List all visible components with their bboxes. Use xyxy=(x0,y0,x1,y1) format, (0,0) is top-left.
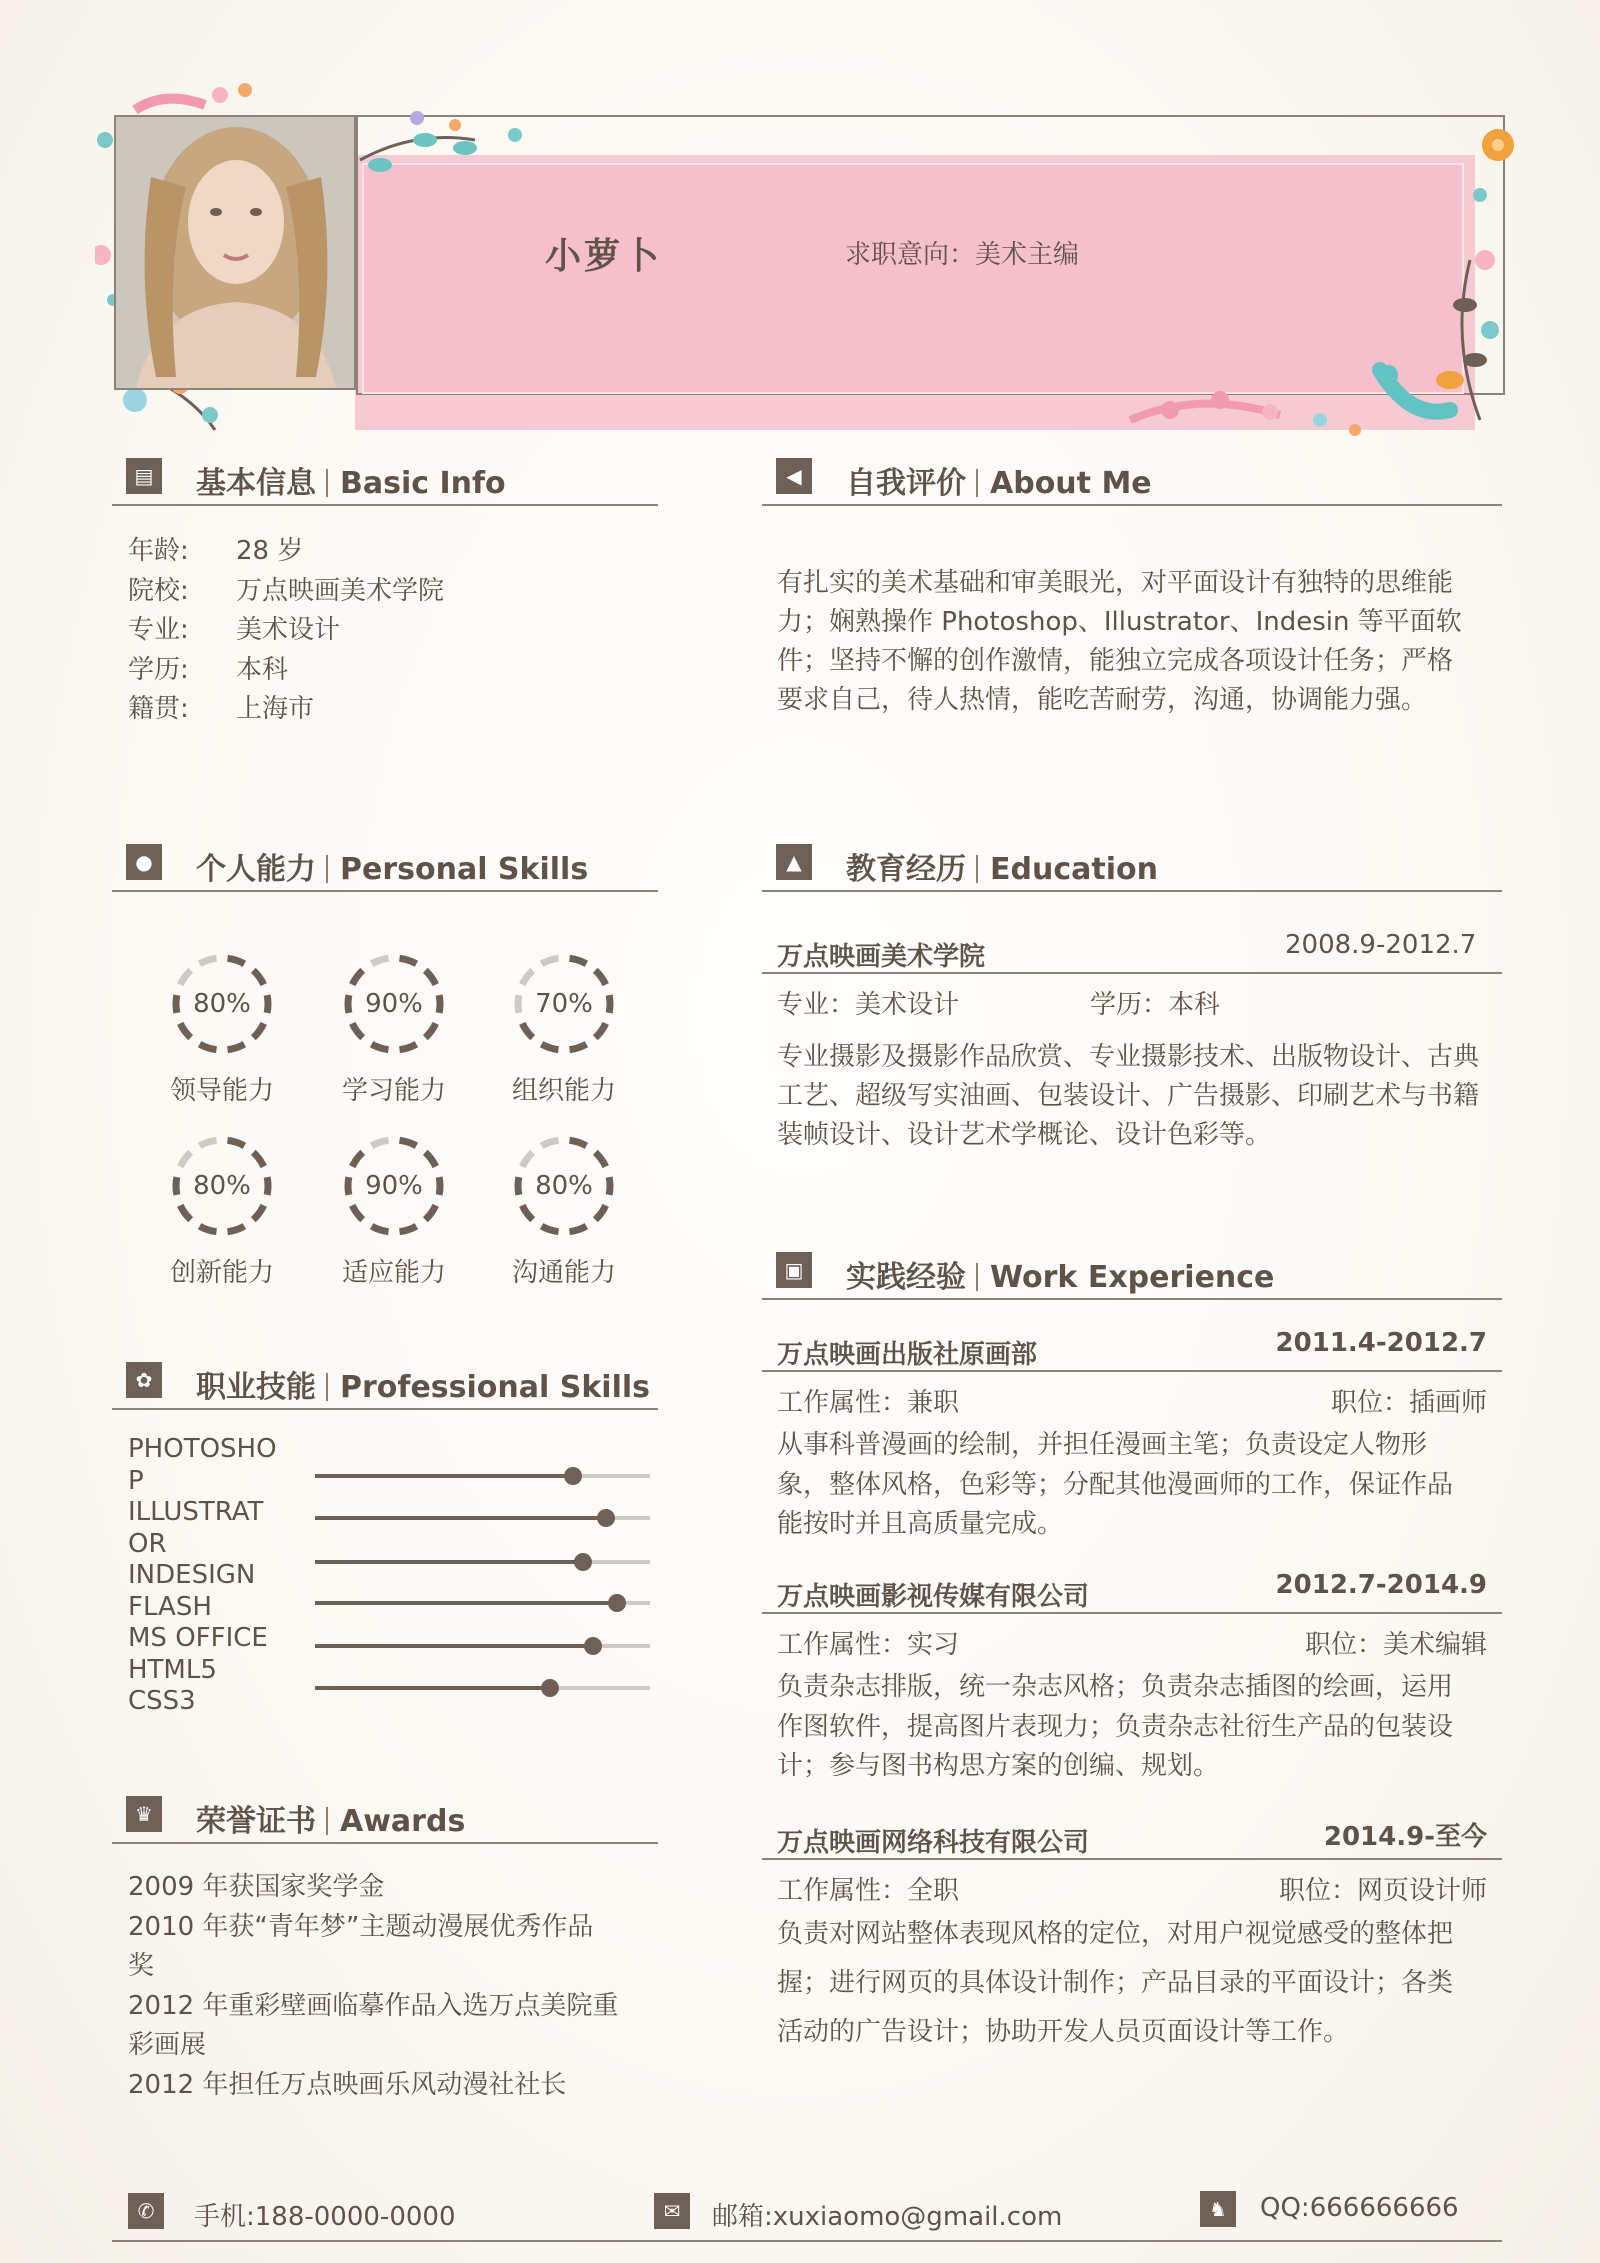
edu-school: 万点映画美术学院 xyxy=(777,942,986,972)
job-type: 工作属性：兼职 xyxy=(777,1388,960,1418)
pro-skill-label: ILLUSTRAT xyxy=(128,1497,264,1527)
job-description xyxy=(777,1426,1453,1545)
skill-name: 组织能力 xyxy=(511,1076,616,1106)
bar-fill xyxy=(315,1474,573,1478)
qq-icon: ♞ xyxy=(1200,2191,1236,2227)
award-line: 彩画展 xyxy=(128,2030,207,2060)
bar-knob xyxy=(597,1509,615,1527)
graduation-cap-icon: ▲ xyxy=(776,844,812,880)
bar-fill xyxy=(315,1516,606,1520)
skill-name: 沟通能力 xyxy=(511,1258,616,1288)
edu-major: 专业：美术设计 xyxy=(777,990,960,1020)
footer-email: 邮箱:xuxiaomo@gmail.com xyxy=(712,2202,1063,2232)
bar-knob xyxy=(564,1467,582,1485)
skill-ring xyxy=(341,952,446,1106)
pro-skill-label: MS OFFICE xyxy=(128,1623,268,1653)
floral-decoration-right xyxy=(1110,120,1530,460)
job-description-line: 负责杂志排版，统一杂志风格；负责杂志插图的绘画，运用 xyxy=(777,1672,1454,1702)
job-period: 2014.9-至今 xyxy=(1323,1822,1487,1852)
job-role: 职位：美术编辑 xyxy=(1304,1630,1487,1660)
divider xyxy=(762,1858,1502,1860)
briefcase-icon: ▣ xyxy=(776,1252,812,1288)
skill-percent: 70% xyxy=(535,989,593,1019)
divider xyxy=(762,1612,1502,1614)
skill-percent: 90% xyxy=(365,1171,423,1201)
job-company: 万点映画影视传媒有限公司 xyxy=(777,1582,1090,1612)
pro-skill-label: HTML5 xyxy=(128,1654,217,1685)
info-value: 本科 xyxy=(236,654,289,685)
job-description-line: 计；参与图书构思方案的创编、规划。 xyxy=(777,1751,1220,1781)
info-value: 28 岁 xyxy=(236,536,304,566)
pro-skill-label: P xyxy=(128,1465,144,1496)
skill-name: 适应能力 xyxy=(341,1258,446,1288)
pro-skill-bar xyxy=(315,1686,650,1690)
award-line: 2009 年获国家奖学金 xyxy=(128,1872,385,1902)
job-description-line: 从事科普漫画的绘制，并担任漫画主笔；负责设定人物形 xyxy=(777,1430,1428,1460)
skill-ring xyxy=(511,1134,616,1288)
profile-photo xyxy=(114,115,356,390)
footer-phone: 手机:188-0000-0000 xyxy=(194,2202,456,2232)
section-professional-skills xyxy=(112,1356,658,1410)
pro-skill-label: OR xyxy=(128,1528,167,1559)
pro-skill-bar xyxy=(315,1601,650,1605)
candidate-name: 小萝卜 xyxy=(545,236,663,277)
bar-knob xyxy=(608,1594,626,1612)
speaker-icon: ◀ xyxy=(776,458,812,494)
info-value: 美术设计 xyxy=(236,615,341,645)
award-line: 奖 xyxy=(128,1951,155,1981)
document-icon: ▤ xyxy=(126,458,162,494)
info-value: 上海市 xyxy=(236,694,315,724)
divider xyxy=(762,972,1502,974)
award-line: 2012 年重彩壁画临摹作品入选万点美院重 xyxy=(128,1990,619,2021)
job-period: 2011.4-2012.7 xyxy=(1275,1328,1487,1358)
skill-percent: 80% xyxy=(193,1171,251,1201)
skill-ring xyxy=(341,1134,446,1288)
section-title: 自我评价 About Me xyxy=(846,466,1152,501)
job-description-line: 握；进行网页的具体设计制作；产品目录的平面设计；各类 xyxy=(777,1968,1454,1998)
job-description-line: 活动的广告设计；协助开发人员页面设计等工作。 xyxy=(777,2017,1350,2047)
job-company: 万点映画网络科技有限公司 xyxy=(777,1828,1090,1858)
divider xyxy=(762,1370,1502,1372)
pro-skill-bar xyxy=(315,1474,650,1478)
skill-name: 学习能力 xyxy=(341,1076,446,1106)
trophy-icon: ♛ xyxy=(126,1796,162,1832)
section-education xyxy=(762,838,1502,892)
bar-knob xyxy=(584,1637,602,1655)
info-value: 万点映画美术学院 xyxy=(236,575,445,606)
section-personal-skills xyxy=(112,838,658,892)
section-title: 职业技能 Professional Skills xyxy=(196,1370,650,1405)
section-title: 个人能力 Personal Skills xyxy=(196,852,589,887)
pro-skill-label: INDESIGN xyxy=(128,1560,256,1590)
footer-divider xyxy=(112,2240,1502,2242)
section-title: 实践经验 Work Experience xyxy=(846,1260,1275,1295)
job-period: 2012.7-2014.9 xyxy=(1275,1570,1487,1600)
job-description-line: 负责对网站整体表现风格的定位，对用户视觉感受的整体把 xyxy=(777,1919,1454,1949)
info-label: 年龄: xyxy=(128,536,189,566)
footer-qq: QQ:666666666 xyxy=(1260,2193,1459,2223)
pro-skill-label: PHOTOSHO xyxy=(128,1434,277,1464)
job-description-line: 象，整体风格，色彩等；分配其他漫画师的工作，保证作品 xyxy=(777,1469,1454,1500)
pro-skill-bar xyxy=(315,1516,650,1520)
job-description xyxy=(777,1668,1453,1787)
section-title: 基本信息 Basic Info xyxy=(196,466,506,501)
skill-ring xyxy=(169,1134,274,1288)
job-type: 工作属性：实习 xyxy=(777,1630,960,1660)
pro-skill-label: CSS3 xyxy=(128,1686,196,1716)
phone-icon: ✆ xyxy=(128,2193,164,2229)
bar-fill xyxy=(315,1644,593,1648)
edu-period: 2008.9-2012.7 xyxy=(1285,930,1477,960)
edu-courses: 专业摄影及摄影作品欣赏、专业摄影技术、出版物设计、古典 工艺、超级写实油画、包装设计、广告摄影、印刷艺术与书籍 装帧设计、设计艺术学概论、设计色彩等。 xyxy=(777,1042,1480,1150)
job-intent: 求职意向：美术主编 xyxy=(845,240,1080,270)
bar-fill xyxy=(315,1686,550,1690)
bar-knob xyxy=(541,1679,559,1697)
skill-ring xyxy=(169,952,274,1106)
job-description-line: 作图软件，提高图片表现力；负责杂志社衍生产品的包装设 xyxy=(777,1711,1454,1742)
mail-icon: ✉ xyxy=(654,2193,690,2229)
pro-skill-bar xyxy=(315,1560,650,1564)
bar-fill xyxy=(315,1601,617,1605)
about-text: 有扎实的美术基础和审美眼光，对平面设计有独特的思维能 力；娴熟操作 Photoshop、Illustrator、Indesin 等平面软 件；坚持不懈的创作激情，能独立完成各项设计任务；严格 要求自己，待人热情，能吃苦耐劳，沟通，协调能力强。 xyxy=(777,568,1462,715)
award-line: 2012 年担任万点映画乐风动漫社社长 xyxy=(128,2069,567,2100)
bar-fill xyxy=(315,1560,583,1564)
job-role: 职位：网页设计师 xyxy=(1278,1876,1487,1906)
info-label: 院校: xyxy=(128,575,189,606)
info-label: 籍贯: xyxy=(128,694,189,724)
award-line: 2010 年获“青年梦”主题动漫展优秀作品 xyxy=(128,1911,594,1942)
section-awards xyxy=(112,1790,658,1844)
skill-ring xyxy=(511,952,616,1106)
portrait-image xyxy=(116,117,354,388)
job-description xyxy=(777,1910,1453,2057)
section-basic-info xyxy=(112,452,658,506)
section-title: 荣誉证书 Awards xyxy=(196,1804,466,1839)
section-about-me xyxy=(762,452,1502,506)
bar-knob xyxy=(574,1553,592,1571)
pro-skill-label: FLASH xyxy=(128,1591,212,1622)
skill-percent: 90% xyxy=(365,989,423,1019)
info-label: 专业: xyxy=(128,615,189,645)
skill-name: 创新能力 xyxy=(169,1258,274,1288)
pro-skill-bar xyxy=(315,1644,650,1648)
section-title: 教育经历 Education xyxy=(846,852,1158,887)
skill-percent: 80% xyxy=(193,989,251,1019)
gear-icon: ✿ xyxy=(126,1362,162,1398)
skill-percent: 80% xyxy=(535,1171,593,1201)
section-work-experience xyxy=(762,1246,1502,1300)
person-icon: ● xyxy=(126,844,162,880)
awards-list xyxy=(128,1868,618,2105)
job-company: 万点映画出版社原画部 xyxy=(777,1340,1038,1370)
job-description-line: 能按时并且高质量完成。 xyxy=(777,1509,1064,1539)
skill-name: 领导能力 xyxy=(169,1076,274,1106)
edu-degree: 学历：本科 xyxy=(1090,990,1221,1020)
job-role: 职位：插画师 xyxy=(1330,1388,1487,1418)
job-type: 工作属性：全职 xyxy=(777,1876,960,1906)
info-label: 学历: xyxy=(128,654,189,685)
